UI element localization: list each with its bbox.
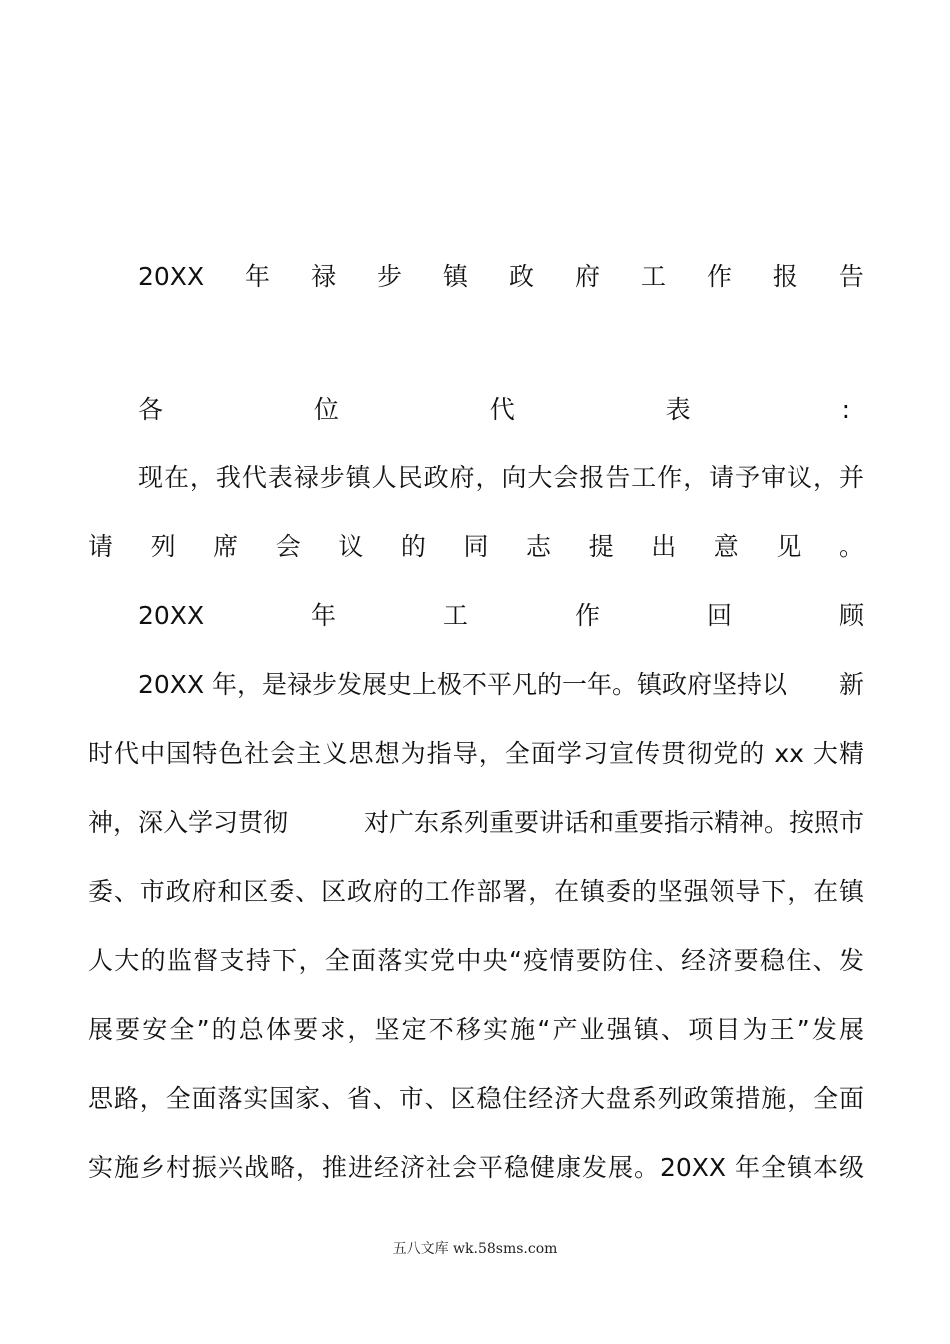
- salutation-char: 位: [313, 395, 339, 424]
- body-line: 时代中国特色社会主义思想为指导，全面学习宣传贯彻党的 xx 大精: [88, 739, 864, 768]
- title-char: 禄: [311, 262, 337, 291]
- title-char: 20XX: [138, 262, 205, 291]
- intro-char: 意: [713, 532, 739, 561]
- body-line: 实施乡村振兴战略，推进经济社会平稳健康发展。20XX 年全镇本级: [88, 1153, 864, 1182]
- salutation-char: 表: [665, 395, 691, 424]
- title-char: 年: [245, 262, 271, 291]
- heading-char: 作: [575, 601, 601, 630]
- salutation-char: :: [841, 395, 850, 424]
- body-text: 新: [838, 670, 864, 699]
- intro-char: 议: [338, 532, 364, 561]
- intro-char: 见: [776, 532, 802, 561]
- body-line: [88, 806, 864, 840]
- intro-line-2: [88, 530, 864, 564]
- intro-char: 席: [213, 532, 239, 561]
- heading-char: 顾: [838, 601, 864, 630]
- section-heading: [138, 599, 864, 633]
- body-text: 20XX 年，是禄步发展史上极不平凡的一年。镇政府坚持以: [138, 670, 788, 699]
- title-char: 府: [574, 262, 600, 291]
- salutation-char: 各: [138, 395, 164, 424]
- title-char: 告: [838, 262, 864, 291]
- body-line: 委、市政府和区委、区政府的工作部署，在镇委的坚强领导下，在镇: [88, 877, 864, 906]
- intro-char: 。: [838, 532, 864, 561]
- intro-char: 会: [275, 532, 301, 561]
- title-char: 镇: [443, 262, 469, 291]
- salutation: [138, 393, 850, 427]
- heading-char: 工: [443, 601, 469, 630]
- body-text: 神，深入学习贯彻: [88, 808, 289, 837]
- title-char: 步: [377, 262, 403, 291]
- footer-watermark: 五八文库 wk.58sms.com: [392, 1241, 558, 1257]
- title-char: 作: [706, 262, 732, 291]
- body-line: [138, 668, 864, 702]
- intro-char: 列: [150, 532, 176, 561]
- heading-char: 年: [311, 601, 337, 630]
- intro-char: 提: [588, 532, 614, 561]
- heading-char: 20XX: [138, 601, 205, 630]
- body-line: 人大的监督支持下，全面落实党中央“疫情要防住、经济要稳住、发: [88, 946, 864, 975]
- intro-char: 请: [88, 532, 114, 561]
- body-text: 对广东系列重要讲话和重要指示精神。按照市: [363, 808, 864, 837]
- salutation-char: 代: [489, 395, 515, 424]
- intro-char: 同: [463, 532, 489, 561]
- body-line: 思路，全面落实国家、省、市、区稳住经济大盘系列政策措施，全面: [88, 1084, 864, 1113]
- body-line: 展要安全”的总体要求，坚定不移实施“产业强镇、项目为王”发展: [88, 1015, 864, 1044]
- intro-char: 志: [526, 532, 552, 561]
- intro-line-1: 现在，我代表禄步镇人民政府，向大会报告工作，请予审议，并: [138, 463, 864, 492]
- title-char: 政: [508, 262, 534, 291]
- intro-char: 的: [400, 532, 426, 561]
- heading-char: 回: [707, 601, 733, 630]
- intro-char: 出: [651, 532, 677, 561]
- title-char: 工: [640, 262, 666, 291]
- document-title: [138, 260, 864, 294]
- title-char: 报: [772, 262, 798, 291]
